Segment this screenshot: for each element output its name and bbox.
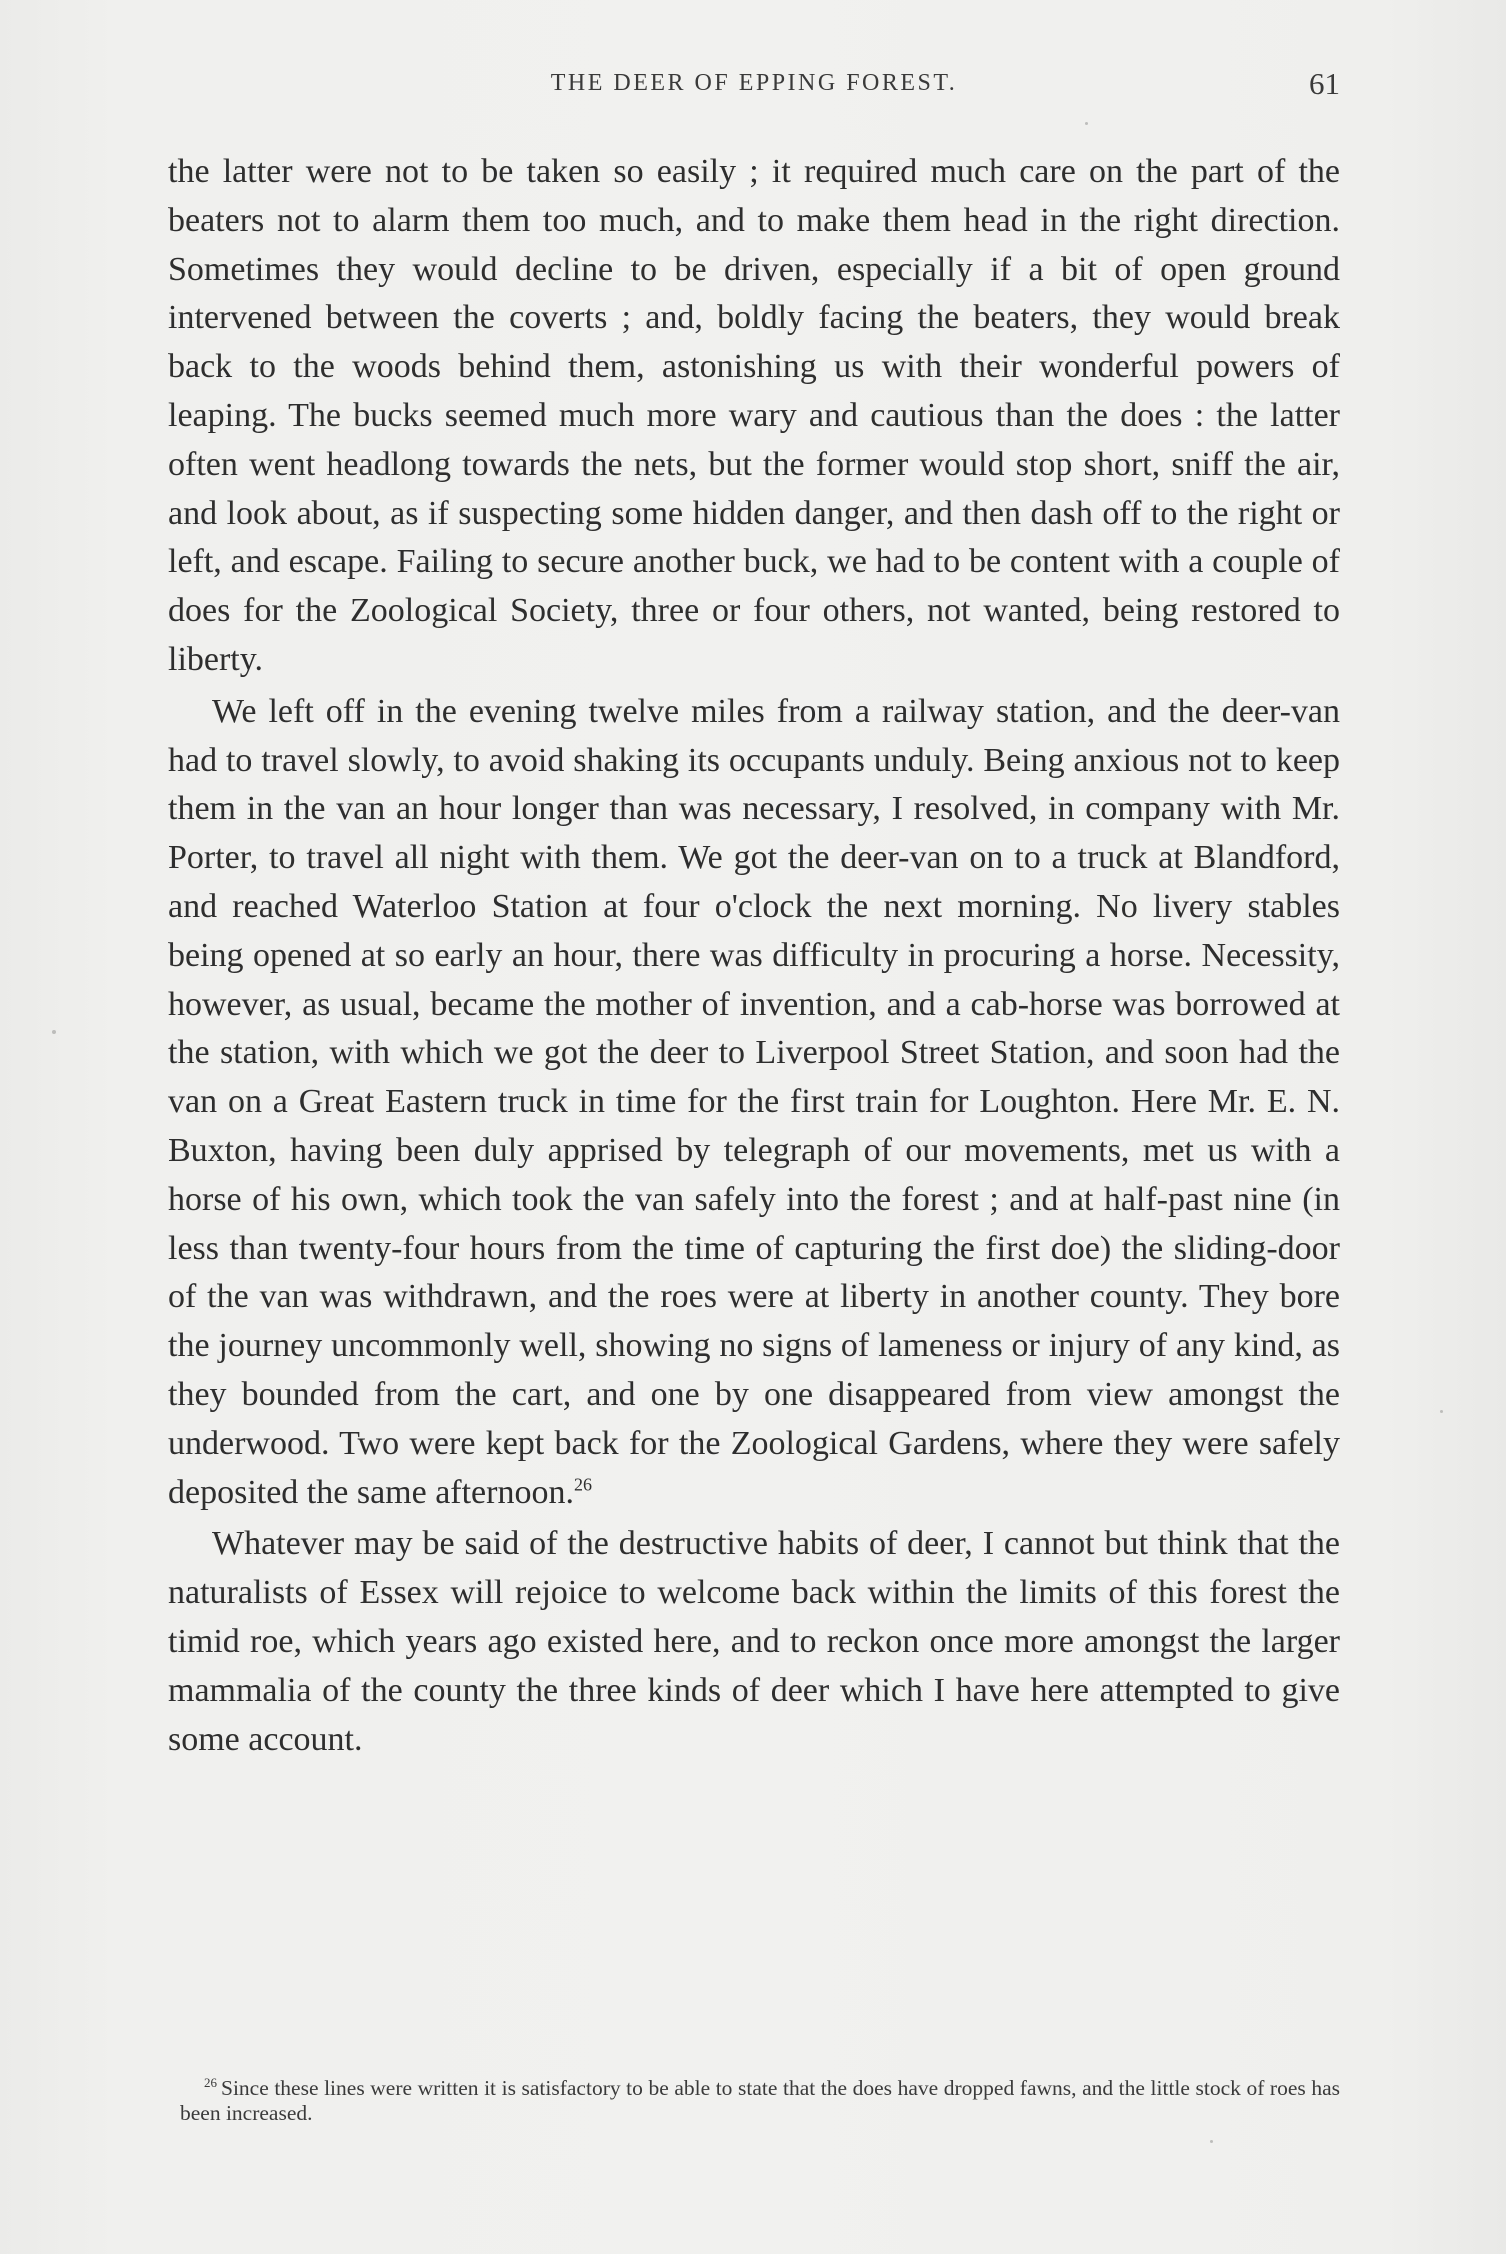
paragraph-2 [168, 688, 1340, 1518]
paper-speck [1440, 1410, 1443, 1413]
footnote-reference: 26 [573, 1474, 592, 1495]
paragraph-2-text: We left off in the evening twelve miles from a railway station, and the deer-van had to travel slowly, to avoid shaking its occupants unduly. Being anxious not to keep them in the van an hour longer than was necessary, I resolved, in company with Mr. Porter, to travel all night with them. We got the deer-van on to a truck at Blandford, and reached Waterloo Station at four o'clock the next morning. No livery stables being opened at so early an hour, there was difficulty in procuring a horse. Necessity, however, as usual, became the mother of invention, and a cab-horse was borrowed at the station, with which we got the deer to Liverpool Street Station, and soon had the van on a Great Eastern truck in time for the first train for Loughton. Here Mr. E. N. Buxton, having been duly apprised by telegraph of our movements, met us with a horse of his own, which took the van safely into the forest ; and at half-past nine (in less than twenty-four hours from the time of capturing the first doe) the sliding-door of the van was withdrawn, and the roes were at liberty in another county. They bore the journey uncommonly well, showing no signs of lameness or injury of any kind, as they bounded from the cart, and one by one disappeared from view amongst the underwood. Two were kept back for the Zoological Gardens, where they were safely deposited the same afternoon. [168, 692, 1340, 1511]
paragraph-3: Whatever may be said of the destructive habits of deer, I cannot but think that the naturalists of Essex will rejoice to welcome back within the limits of this forest the timid roe, which years ago existed here, and to reckon once more amongst the larger mammalia of the county the three kinds of deer which I have here attempted to give some account. [168, 1525, 1340, 1758]
page-number: 61 [1309, 66, 1340, 101]
footnote-text: Since these lines were written it is satisfactory to be able to state that the does have dropped fawns, and the little stock of roes has been increased. [180, 2076, 1340, 2125]
running-title: THE DEER OF EPPING FOREST. [550, 70, 958, 96]
paper-speck [1085, 122, 1088, 125]
footnote-marker: 26 [204, 2074, 217, 2090]
paper-speck [1210, 2140, 1213, 2143]
paper-speck [52, 1030, 56, 1034]
body-text [168, 148, 1340, 1764]
footnote [180, 2076, 1340, 2126]
running-head [168, 66, 1340, 110]
paragraph-1: the latter were not to be taken so easily ; it required much care on the part of the beaters not to alarm them too much, and to make them head in the right direction. Sometimes they would decline to be driven, especially if a bit of open ground intervened between the coverts ; and, boldly facing the beaters, they would break back to the woods behind them, astonishing us with their wonderful powers of leaping. The bucks seemed much more wary and cautious than the does : the latter often went headlong towards the nets, but the former would stop short, sniff the air, and look about, as if suspecting some hidden danger, and then dash off to the right or left, and escape. Failing to secure another buck, we had to be content with a couple of does for the Zoological Society, three or four others, not wanted, being restored to liberty. [168, 153, 1340, 678]
